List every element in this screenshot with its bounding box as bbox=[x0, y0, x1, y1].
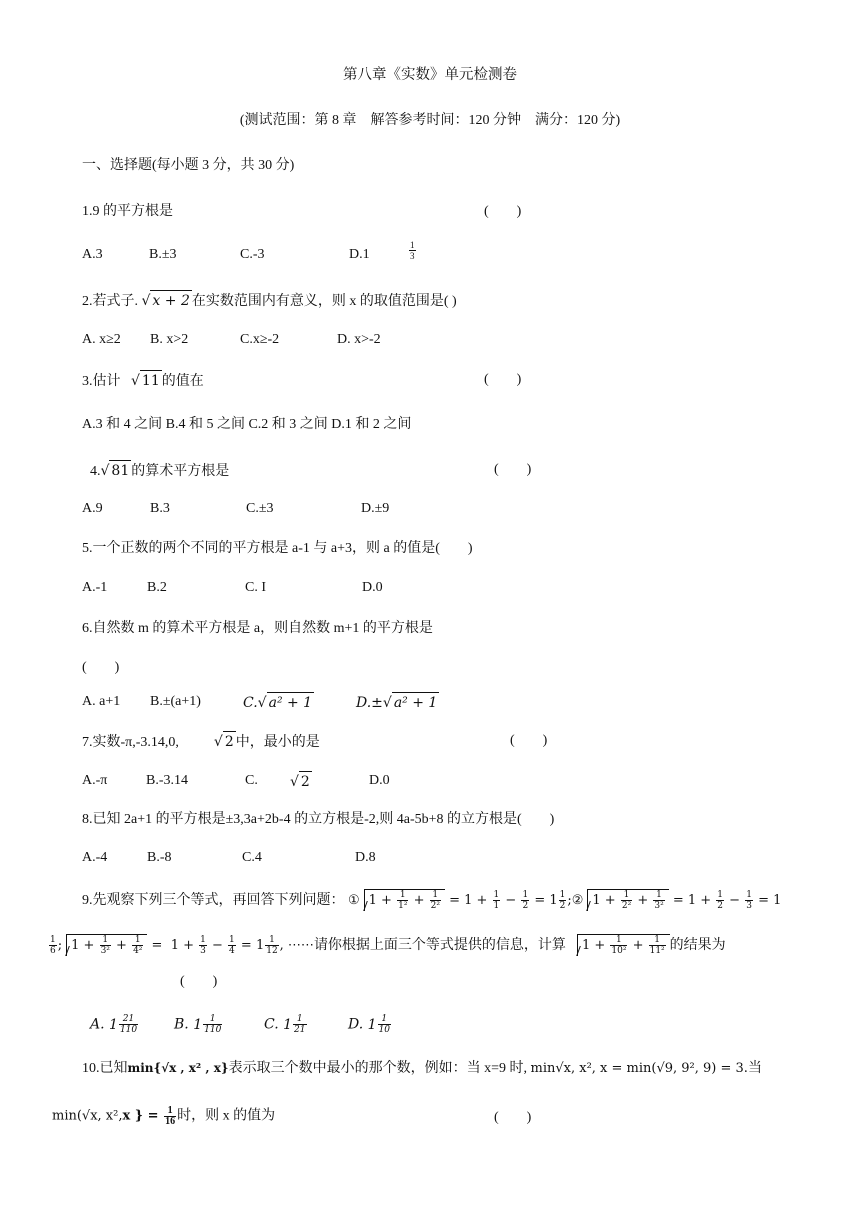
question-5-stem: 5.一个正数的两个不同的平方根是 a-1 与 a+3，则 a 的值是( ) bbox=[82, 541, 473, 556]
q1-option-d: D.1 bbox=[349, 247, 370, 262]
q9-option-b: B. 1 $\frac{1}{110}$ bbox=[174, 1014, 222, 1035]
question-1-stem: 1.9 的平方根是 bbox=[82, 204, 173, 219]
question-2-stem: 2.若式子. √ x + 2 在实数范围内有意义，则 x 的取值范围是( ) bbox=[82, 290, 457, 312]
q9-option-d: D. 1 $\frac{1}{10}$ bbox=[348, 1014, 391, 1035]
question-8-stem: 8.已知 2a+1 的平方根是±3,3a+2b-4 的立方根是-2,则 4a-5b+8 的立方根是( ) bbox=[82, 812, 555, 827]
question-3-answer-blank: ( ) bbox=[484, 372, 522, 387]
question-6-answer-blank: ( ) bbox=[82, 660, 120, 675]
q1-option-a: A.3 bbox=[82, 247, 103, 262]
q2-option-a: A. x≥2 bbox=[82, 332, 121, 347]
q1-option-c: C.-3 bbox=[240, 247, 265, 262]
q7-radicand: 2 bbox=[223, 731, 236, 752]
q5-option-d: D.0 bbox=[362, 580, 383, 595]
q4-option-b: B.3 bbox=[150, 501, 170, 516]
question-6-stem: 6.自然数 m 的算术平方根是 a，则自然数 m+1 的平方根是 bbox=[82, 621, 433, 636]
q7-option-a: A.-π bbox=[82, 773, 108, 788]
q9-option-a: A. 1 $\frac{21}{110}$ bbox=[90, 1014, 138, 1035]
q3-radicand: 11 bbox=[140, 370, 162, 391]
q4-option-a: A.9 bbox=[82, 501, 103, 516]
q9-option-c: C. 1 $\frac{1}{21}$ bbox=[264, 1014, 306, 1035]
question-4-answer-blank: ( ) bbox=[494, 462, 532, 477]
q6-option-c: C.√ a² + 1 bbox=[243, 692, 314, 713]
q4-option-d: D.±9 bbox=[361, 501, 390, 516]
q4-radicand: 81 bbox=[109, 460, 131, 481]
q5-option-a: A.-1 bbox=[82, 580, 108, 595]
q2-option-b: B. x>2 bbox=[150, 332, 189, 347]
q2-option-c: C.x≥-2 bbox=[240, 332, 280, 347]
page-title: 第八章《实数》单元检测卷 bbox=[343, 67, 517, 83]
q1-option-d-fraction: $\frac{1}{3}$ bbox=[410, 240, 415, 261]
q8-option-c: C.4 bbox=[242, 850, 262, 865]
q6-option-d: D.±√ a² + 1 bbox=[356, 692, 439, 713]
q8-option-b: B.-8 bbox=[147, 850, 172, 865]
q2-option-d: D. x>-2 bbox=[337, 332, 381, 347]
question-10-continued: min(√x, x²,x } = $\frac{1}{16}$ 时，则 x 的值为 bbox=[52, 1105, 276, 1127]
question-10-answer-blank: ( ) bbox=[494, 1110, 532, 1125]
question-10-stem: 10.已知min{√x , x² , x}表示取三个数中最小的那个数，例如：当 x=9 时, min√x, x², x = min(√9, 9², 9) = 3.当 bbox=[82, 1061, 762, 1076]
q5-option-b: B.2 bbox=[147, 580, 167, 595]
question-7-answer-blank: ( ) bbox=[510, 733, 548, 748]
q2-radicand: x + 2 bbox=[150, 290, 191, 311]
q8-option-d: D.8 bbox=[355, 850, 376, 865]
q6-option-b: B.±(a+1) bbox=[150, 694, 201, 709]
q10-min-expression: min{√x , x² , x} bbox=[127, 1061, 229, 1075]
q8-option-a: A.-4 bbox=[82, 850, 108, 865]
q7-option-b: B.-3.14 bbox=[146, 773, 188, 788]
question-9-stem: 9.先观察下列三个等式，再回答下列问题： ① 1 + $\frac{1}{\text{1²}}$ + $\frac{1}{\text{2²}}$ = 1 + $\frac{1}{1}$ − $\frac{1}{2}$ = 1 $\frac{1}{2}$ ;② 1 + $\frac{1}{\text{2²}}$ + $\frac{1}{\text{3²}}$ = 1 + $\frac{1}{2}$ − $\frac{1}{3}$ = 1 bbox=[82, 890, 782, 911]
q6-option-a: A. a+1 bbox=[82, 694, 121, 709]
question-7-stem: 7.实数-π,-3.14,0, √ 2 中，最小的是 bbox=[82, 731, 320, 753]
question-1-answer-blank: ( ) bbox=[484, 204, 522, 219]
page-subtitle: (测试范围：第 8 章 解答参考时间：120 分钟 满分：120 分) bbox=[239, 113, 621, 128]
q7-option-c: C. bbox=[245, 773, 258, 788]
q9-equation-1: ① 1 + $\frac{1}{\text{1²}}$ + $\frac{1}{\text{2²}}$ = 1 + $\frac{1}{1}$ − $\frac{1}{2}$ = 1 $\frac{1}{2}$ ;② 1 + $\frac{1}{\text{2²}}$ + $\frac{1}{\text{3²}}$ = 1 + $\frac{1}{2}$ − $\frac{1}{3}$ = 1 bbox=[348, 890, 782, 911]
q4-option-c: C.±3 bbox=[246, 501, 274, 516]
section-heading: 一、选择题(每小题 3 分，共 30 分) bbox=[82, 158, 295, 173]
q3-options: A.3 和 4 之间 B.4 和 5 之间 C.2 和 3 之间 D.1 和 2 之间 bbox=[82, 417, 412, 432]
q7-option-c-value: √ 2 bbox=[290, 771, 312, 793]
q5-option-c: C. I bbox=[245, 580, 266, 595]
q7-option-d: D.0 bbox=[369, 773, 390, 788]
question-9-continued: $\frac{1}{6}$ ; 1 + $\frac{1}{\text{3²}}$ + $\frac{1}{\text{4²}}$ = 1 + $\frac{1}{3}$ − $\frac{1}{4}$ = 1 $\frac{1}{12}$ , ⋯⋯请你根据上面三个等式提供的信息，计算 1 + $\frac{1}{\text{10²}}$ + $\frac{1}{\text{11²}}$ 的结果为 bbox=[50, 935, 726, 956]
q1-option-b: B.±3 bbox=[149, 247, 177, 262]
question-3-stem: 3.估计 √ 11 的值在 bbox=[82, 370, 204, 392]
question-4-stem: 4.√ 81 的算术平方根是 bbox=[90, 460, 229, 482]
question-9-answer-blank: ( ) bbox=[180, 974, 218, 989]
